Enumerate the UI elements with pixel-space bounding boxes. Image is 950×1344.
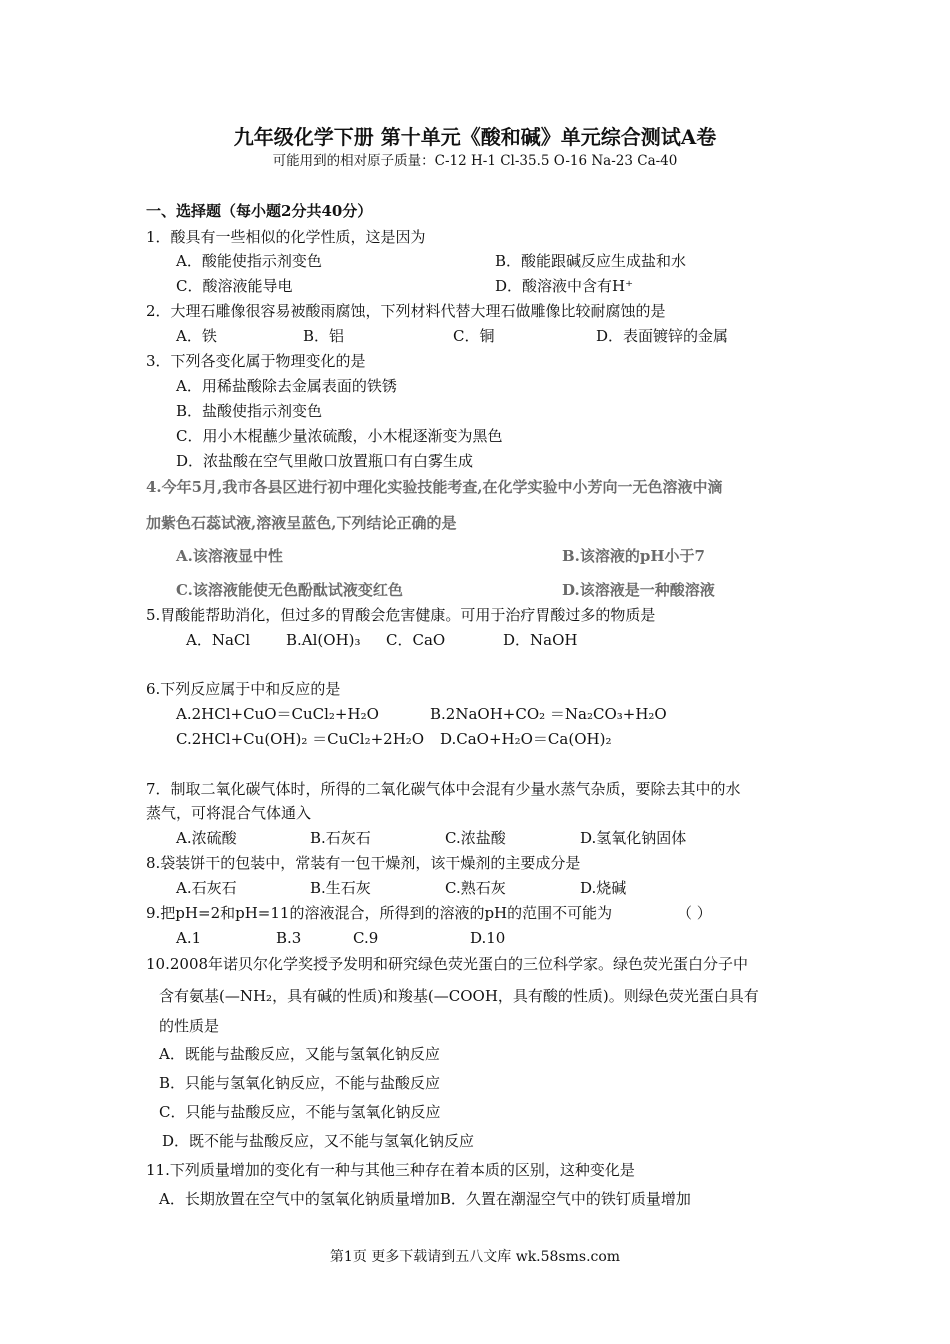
page-title: 九年级化学下册 第十单元《酸和碱》单元综合测试A卷 — [233, 125, 717, 149]
q2-stem: 2．大理石雕像很容易被酸雨腐蚀，下列材料代替大理石做雕像比较耐腐蚀的是 — [146, 302, 666, 320]
q8-option-d: D.烧碱 — [580, 879, 627, 897]
q3-option-b: B．盐酸使指示剂变色 — [176, 402, 323, 420]
q5-option-a: A．NaCl — [186, 631, 251, 649]
q8-option-b: B.生石灰 — [310, 879, 371, 897]
q11-options-ab: A．长期放置在空气中的氢氧化钠质量增加B．久置在潮湿空气中的铁钉质量增加 — [159, 1190, 691, 1208]
q9-stem: 9.把pH=2和pH=11的溶液混合，所得到的溶液的pH的范围不可能为 — [146, 904, 613, 922]
q1-option-c: C．酸溶液能导电 — [176, 277, 293, 295]
q3-option-c: C．用小木棍蘸少量浓硫酸，小木棍逐渐变为黑色 — [176, 427, 503, 445]
q7-stem-line1: 7．制取二氧化碳气体时，所得的二氧化碳气体中会混有少量水蒸气杂质，要除去其中的水 — [146, 780, 741, 798]
q4-option-b: B.该溶液的pH小于7 — [562, 547, 705, 565]
q9-option-d: D.10 — [470, 929, 506, 947]
q5-option-b: B.Al(OH)₃ — [286, 631, 361, 649]
q8-option-a: A.石灰石 — [176, 879, 237, 897]
q2-option-a: A．铁 — [176, 327, 217, 345]
q9-option-c: C.9 — [353, 929, 379, 947]
q4-option-c: C.该溶液能使无色酚酞试液变红色 — [176, 581, 403, 599]
q8-stem: 8.袋装饼干的包装中，常装有一包干燥剂，该干燥剂的主要成分是 — [146, 854, 581, 872]
q10-stem-line1: 10.2008年诺贝尔化学奖授予发明和研究绿色荧光蛋白的三位科学家。绿色荧光蛋白分子中 — [146, 955, 749, 973]
q6-option-b: B.2NaOH+CO₂ ＝Na₂CO₃+H₂O — [430, 705, 667, 723]
q5-stem: 5.胃酸能帮助消化，但过多的胃酸会危害健康。可用于治疗胃酸过多的物质是 — [146, 606, 656, 624]
q4-option-a: A.该溶液显中性 — [176, 547, 283, 565]
q7-option-a: A.浓硫酸 — [176, 829, 237, 847]
q9-option-b: B.3 — [276, 929, 302, 947]
q10-option-b: B．只能与氢氧化钠反应，不能与盐酸反应 — [159, 1074, 441, 1092]
q3-stem: 3．下列各变化属于物理变化的是 — [146, 352, 366, 370]
q10-option-a: A．既能与盐酸反应，又能与氢氧化钠反应 — [159, 1045, 440, 1063]
q2-option-c: C．铜 — [453, 327, 495, 345]
q2-option-b: B．铝 — [303, 327, 345, 345]
q4-stem-line2: 加紫色石蕊试液,溶液呈蓝色,下列结论正确的是 — [146, 514, 457, 532]
q9-answer-blank: （ ） — [677, 904, 712, 922]
q7-option-d: D.氢氧化钠固体 — [580, 829, 687, 847]
q7-option-b: B.石灰石 — [310, 829, 371, 847]
q4-option-d: D.该溶液是一种酸溶液 — [562, 581, 715, 599]
q1-option-a: A．酸能使指示剂变色 — [176, 252, 322, 270]
q5-option-d: D．NaOH — [503, 631, 578, 649]
q7-stem-line2: 蒸气，可将混合气体通入 — [146, 804, 312, 822]
q8-option-c: C.熟石灰 — [445, 879, 506, 897]
q7-option-c: C.浓盐酸 — [445, 829, 506, 847]
q11-stem: 11.下列质量增加的变化有一种与其他三种存在着本质的区别，这种变化是 — [146, 1161, 635, 1179]
q10-stem-line2: 含有氨基(—NH₂，具有碱的性质)和羧基(—COOH，具有酸的性质)。则绿色荧光蛋白具有 — [159, 987, 759, 1005]
atomic-mass-note: 可能用到的相对原子质量：C-12 H-1 Cl-35.5 O-16 Na-23 Ca-40 — [272, 153, 678, 169]
q10-stem-line3: 的性质是 — [159, 1017, 220, 1035]
q1-option-d: D．酸溶液中含有H⁺ — [495, 277, 634, 295]
q6-stem: 6.下列反应属于中和反应的是 — [146, 680, 341, 698]
q9-option-a: A.1 — [176, 929, 202, 947]
q3-option-d: D．浓盐酸在空气里敞口放置瓶口有白雾生成 — [176, 452, 474, 470]
q3-option-a: A．用稀盐酸除去金属表面的铁锈 — [176, 377, 397, 395]
q2-option-d: D．表面镀锌的金属 — [596, 327, 729, 345]
q5-option-c: C．CaO — [386, 631, 446, 649]
q1-stem: 1．酸具有一些相似的化学性质，这是因为 — [146, 228, 426, 246]
q1-option-b: B．酸能跟碱反应生成盐和水 — [495, 252, 687, 270]
q10-option-d: D．既不能与盐酸反应，又不能与氢氧化钠反应 — [162, 1132, 475, 1150]
q6-option-a: A.2HCl+CuO＝CuCl₂+H₂O — [176, 705, 379, 723]
page-footer: 第1页 更多下载请到五八文库 wk.58sms.com — [329, 1249, 621, 1265]
q6-option-d: D.CaO+H₂O＝Ca(OH)₂ — [440, 730, 612, 748]
q10-option-c: C．只能与盐酸反应，不能与氢氧化钠反应 — [159, 1103, 441, 1121]
q4-stem-line1: 4.今年5月,我市各县区进行初中理化实验技能考查,在化学实验中小芳向一无色溶液中滴 — [146, 478, 723, 496]
q6-option-c: C.2HCl+Cu(OH)₂ ＝CuCl₂+2H₂O — [176, 730, 425, 748]
section-heading: 一、选择题（每小题2分共40分） — [146, 202, 373, 220]
